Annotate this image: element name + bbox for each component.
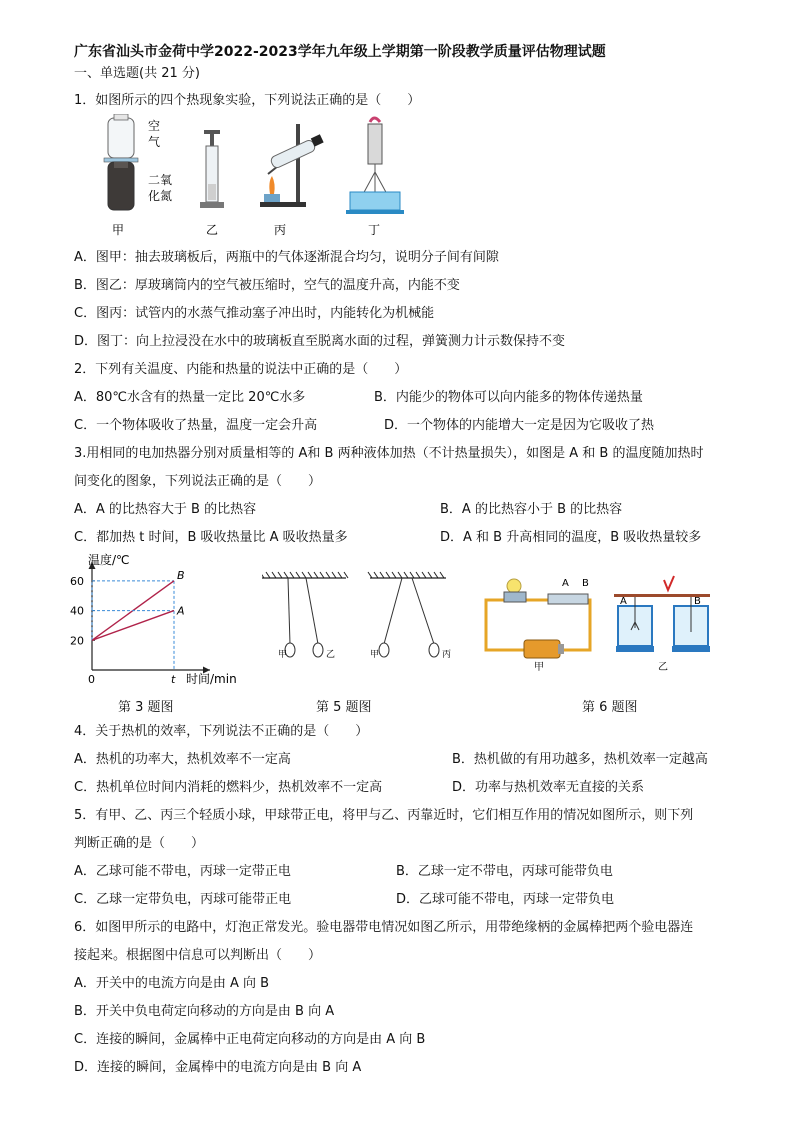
q3-option-d: D．A 和 B 升高相同的温度，B 吸收热量较多 bbox=[440, 530, 702, 545]
q4-option-d: D．功率与热机效率无直接的关系 bbox=[452, 780, 645, 795]
q5-stem-line2: 判断正确的是（ ） bbox=[74, 836, 205, 851]
q4-option-a: A．热机的功率大，热机效率不一定高 bbox=[74, 752, 291, 767]
q5-ceiling-left bbox=[262, 572, 348, 657]
q5-label-bing: 丙 bbox=[442, 650, 452, 660]
q1-label-ding: 丁 bbox=[368, 223, 381, 237]
q4-option-c: C．热机单位时间内消耗的燃料少，热机效率不一定高 bbox=[74, 780, 383, 795]
q1-label-no2a: 二氧 bbox=[148, 173, 173, 187]
caption-q6: 第 6 题图 bbox=[582, 700, 638, 715]
page-title: 广东省汕头市金荷中学2022-2023学年九年级上学期第一阶段教学质量评估物理试题 bbox=[74, 44, 606, 60]
q6-label-b: B bbox=[582, 578, 589, 589]
q6-option-c: C．连接的瞬间，金属棒中正电荷定向移动的方向是由 A 向 B bbox=[74, 1032, 426, 1047]
q6-stem-line1: 6．如图甲所示的电路中，灯泡正常发光。验电器带电情况如图乙所示，用带绝缘柄的金属棒把两个验电器连 bbox=[74, 920, 694, 935]
caption-q5: 第 5 题图 bbox=[316, 700, 372, 715]
y-tick-label: 40 bbox=[70, 604, 84, 618]
q5-ceiling-right bbox=[368, 572, 446, 657]
q6-option-d: D．连接的瞬间，金属棒中的电流方向是由 B 向 A bbox=[74, 1060, 362, 1075]
q5-option-a: A．乙球可能不带电，丙球一定带正电 bbox=[74, 864, 291, 879]
q6-circuit-figure bbox=[478, 572, 714, 674]
q1-option-d: D．图丁：向上拉浸没在水中的玻璃板直至脱离水面的过程，弹簧测力计示数保持不变 bbox=[74, 334, 566, 349]
q2-option-b: B．内能少的物体可以向内能多的物体传递热量 bbox=[374, 390, 643, 405]
q1-label-air2: 气 bbox=[148, 135, 161, 149]
x-axis-label: 时间/min bbox=[186, 672, 237, 686]
q6-option-a: A．开关中的电流方向是由 A 向 B bbox=[74, 976, 270, 991]
q3-temperature-chart bbox=[66, 552, 250, 688]
q5-label-jia-left: 甲 bbox=[278, 650, 288, 660]
y-axis-label: 温度/℃ bbox=[88, 553, 130, 567]
q2-option-d: D．一个物体的内能增大一定是因为它吸收了热 bbox=[384, 418, 655, 433]
section-heading: 一、单选题(共 21 分) bbox=[74, 66, 200, 81]
q2-option-a: A．80℃水含有的热量一定比 20℃水多 bbox=[74, 390, 306, 405]
series-label-A: A bbox=[177, 604, 185, 618]
q1-label-yi: 乙 bbox=[206, 223, 219, 237]
q1-option-a: A．图甲：抽去玻璃板后，两瓶中的气体逐渐混合均匀，说明分子间有间隙 bbox=[74, 250, 499, 265]
q6-label-jia: 甲 bbox=[534, 662, 544, 673]
q5-pendulum-figure bbox=[262, 570, 462, 670]
q1-test-tube-stand bbox=[260, 124, 324, 207]
q3-option-c: C．都加热 t 时间，B 吸收热量比 A 吸收热量多 bbox=[74, 530, 348, 545]
x-tick-label: 0 bbox=[88, 673, 95, 686]
q2-option-c: C．一个物体吸收了热量，温度一定会升高 bbox=[74, 418, 318, 433]
q3-stem-line2: 间变化的图象，下列说法正确的是（ ） bbox=[74, 474, 322, 489]
q4-option-b: B．热机做的有用功越多，热机效率一定越高 bbox=[452, 752, 708, 767]
q1-label-jia: 甲 bbox=[112, 223, 125, 237]
y-tick-label: 60 bbox=[70, 574, 84, 588]
q3-option-a: A．A 的比热容大于 B 的比热容 bbox=[74, 502, 257, 517]
q6-electroscopes-yi bbox=[614, 576, 710, 652]
q6-label-yi: 乙 bbox=[658, 662, 668, 673]
q1-option-c: C．图丙：试管内的水蒸气推动塞子冲出时，内能转化为机械能 bbox=[74, 306, 435, 321]
q6-stem-line2: 接起来。根据图中信息可以判断出（ ） bbox=[74, 948, 322, 963]
q1-option-b: B．图乙：厚玻璃筒内的空气被压缩时，空气的温度升高，内能不变 bbox=[74, 278, 460, 293]
q3-option-b: B．A 的比热容小于 B 的比热容 bbox=[440, 502, 623, 517]
q1-bottle-apparatus bbox=[104, 114, 138, 210]
q5-label-yi: 乙 bbox=[326, 650, 336, 660]
q1-label-bing: 丙 bbox=[274, 223, 287, 237]
q3-stem-line1: 3.用相同的电加热器分别对质量相等的 A和 B 两种液体加热（不计热量损失），如图是 A 和 B 的温度随加热时 bbox=[74, 446, 704, 461]
q4-stem: 4．关于热机的效率，下列说法不正确的是（ ） bbox=[74, 724, 369, 739]
q1-label-no2b: 化氮 bbox=[148, 189, 173, 203]
q5-stem-line1: 5．有甲、乙、丙三个轻质小球，甲球带正电，将甲与乙、丙靠近时，它们相互作用的情况如图所示，则下列 bbox=[74, 808, 694, 823]
q1-label-air1: 空 bbox=[148, 119, 161, 133]
caption-q3: 第 3 题图 bbox=[118, 700, 174, 715]
q6-label-a2: A bbox=[620, 596, 627, 607]
q6-label-a: A bbox=[562, 578, 569, 589]
q1-stem: 1．如图所示的四个热现象实验，下列说法正确的是（ ） bbox=[74, 93, 421, 108]
series-line-A bbox=[92, 611, 174, 641]
q1-figure bbox=[100, 114, 430, 238]
q5-option-c: C．乙球一定带负电，丙球可能带正电 bbox=[74, 892, 292, 907]
series-label-B: B bbox=[177, 568, 185, 582]
q6-option-b: B．开关中负电荷定向移动的方向是由 B 向 A bbox=[74, 1004, 335, 1019]
q6-label-b2: B bbox=[694, 596, 701, 607]
x-tick-label: t bbox=[171, 673, 176, 686]
y-tick-label: 20 bbox=[70, 634, 84, 648]
q5-label-jia-right: 甲 bbox=[370, 650, 380, 660]
q5-option-b: B．乙球一定不带电，丙球可能带负电 bbox=[396, 864, 613, 879]
q5-option-d: D．乙球可能不带电，丙球一定带负电 bbox=[396, 892, 615, 907]
q1-compression-tube bbox=[200, 130, 224, 208]
q6-circuit-jia bbox=[486, 579, 590, 658]
q2-stem: 2．下列有关温度、内能和热量的说法中正确的是（ ） bbox=[74, 362, 408, 377]
q1-spring-scale bbox=[346, 118, 404, 214]
